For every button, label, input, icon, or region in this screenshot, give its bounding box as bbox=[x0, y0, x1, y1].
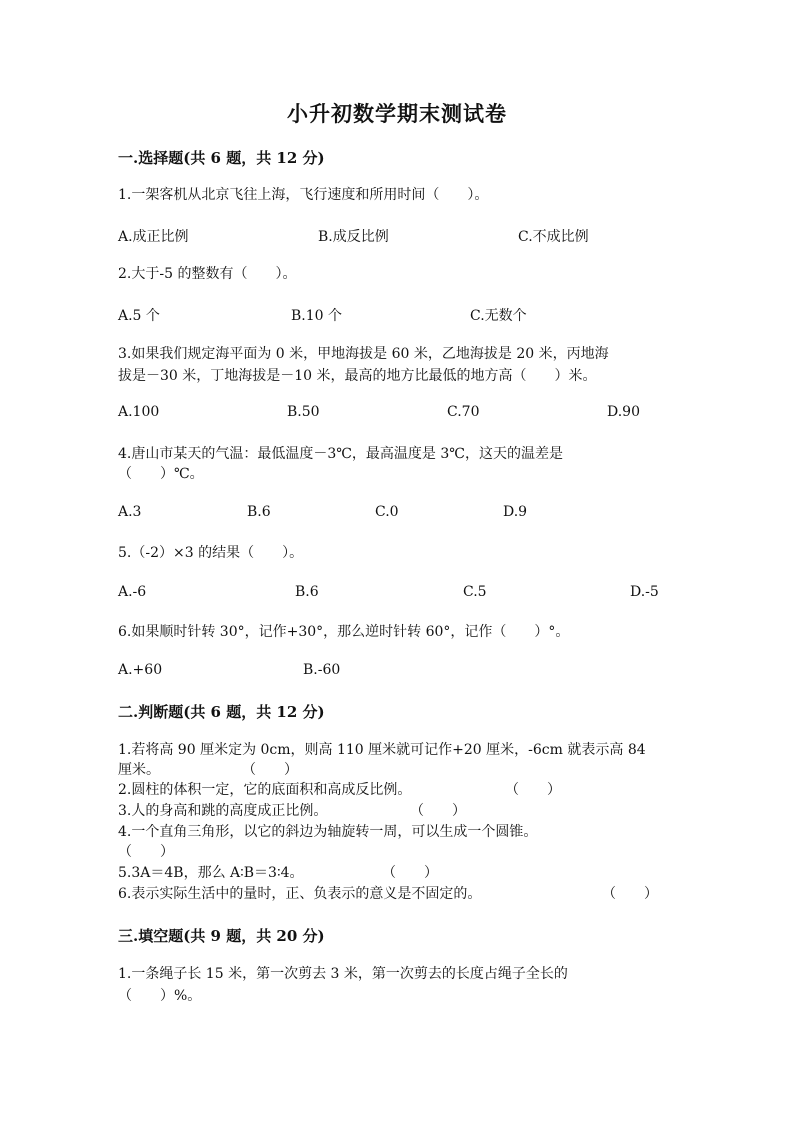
page-title: 小升初数学期末测试卷 bbox=[287, 101, 507, 126]
option-b: B.50 bbox=[287, 404, 320, 420]
option-d: D.9 bbox=[503, 504, 528, 520]
judge-1-line-1: 1.若将高 90 厘米定为 0cm，则高 110 厘米就可记作+20 厘米，-6cm 就表示高 84 bbox=[118, 742, 646, 758]
option-b: B.10 个 bbox=[291, 308, 343, 324]
option-c: C.不成比例 bbox=[518, 229, 589, 245]
option-d: D.90 bbox=[607, 404, 640, 420]
question-3-line-1: 3.如果我们规定海平面为 0 米，甲地海拔是 60 米，乙地海拔是 20 米，丙地海 bbox=[118, 346, 609, 362]
option-b: B.-60 bbox=[303, 662, 341, 678]
option-a: A.-6 bbox=[118, 584, 147, 600]
option-b: B.6 bbox=[295, 584, 319, 600]
option-a: A.5 个 bbox=[118, 308, 160, 324]
option-c: C.0 bbox=[375, 504, 399, 520]
option-c: C.无数个 bbox=[470, 308, 527, 324]
judge-5: 5.3A＝4B，那么 A∶B＝3∶4。 bbox=[118, 865, 304, 881]
section-heading-judge: 二.判断题(共 6 题，共 12 分) bbox=[118, 703, 325, 721]
question-4-line-1: 4.唐山市某天的气温：最低温度－3℃，最高温度是 3℃，这天的温差是 bbox=[118, 446, 563, 462]
question-4-options bbox=[118, 504, 678, 524]
question-6-options bbox=[118, 662, 678, 682]
judge-4: 4.一个直角三角形，以它的斜边为轴旋转一周，可以生成一个圆锥。 bbox=[118, 824, 538, 840]
question-2-options bbox=[118, 305, 678, 325]
option-a: A.3 bbox=[118, 504, 142, 520]
option-c: C.70 bbox=[447, 404, 480, 420]
question-2: 2.大于-5 的整数有（ ）。 bbox=[118, 266, 297, 282]
judge-6: 6.表示实际生活中的量时，正、负表示的意义是不固定的。 bbox=[118, 886, 482, 902]
option-d: D.-5 bbox=[630, 584, 659, 600]
answer-blank: （ ） bbox=[505, 782, 561, 798]
answer-blank: （ ） bbox=[382, 865, 438, 881]
question-3-options bbox=[118, 404, 678, 424]
question-1: 1.一架客机从北京飞往上海，飞行速度和所用时间（ ）。 bbox=[118, 187, 489, 203]
question-4-line-2: （ ）℃。 bbox=[118, 466, 204, 482]
question-1-options bbox=[118, 226, 678, 246]
option-b: B.6 bbox=[247, 504, 271, 520]
section-heading-fill: 三.填空题(共 9 题，共 20 分) bbox=[118, 927, 325, 945]
judge-1-line-2: 厘米。 bbox=[118, 762, 160, 778]
section-heading-choice: 一.选择题(共 6 题，共 12 分) bbox=[118, 149, 325, 167]
judge-2: 2.圆柱的体积一定，它的底面积和高成反比例。 bbox=[118, 782, 412, 798]
option-c: C.5 bbox=[463, 584, 487, 600]
answer-blank: （ ） bbox=[242, 762, 298, 778]
question-6: 6.如果顺时针转 30°，记作+30°，那么逆时针转 60°，记作（ ）°。 bbox=[118, 624, 570, 640]
question-5: 5.（-2）×3 的结果（ ）。 bbox=[118, 545, 304, 561]
answer-blank: （ ） bbox=[410, 803, 466, 819]
question-3-line-2: 拔是－30 米，丁地海拔是－10 米，最高的地方比最低的地方高（ ）米。 bbox=[118, 368, 597, 384]
answer-blank: （ ） bbox=[602, 886, 658, 902]
fill-1-line-2: （ ）%。 bbox=[118, 988, 202, 1004]
option-a: A.100 bbox=[118, 404, 160, 420]
option-b: B.成反比例 bbox=[318, 229, 389, 245]
option-a: A.成正比例 bbox=[118, 229, 189, 245]
answer-blank: （ ） bbox=[118, 844, 174, 860]
option-a: A.+60 bbox=[118, 662, 163, 678]
judge-3: 3.人的身高和跳的高度成正比例。 bbox=[118, 803, 328, 819]
fill-1-line-1: 1.一条绳子长 15 米，第一次剪去 3 米，第一次剪去的长度占绳子全长的 bbox=[118, 966, 568, 982]
question-5-options bbox=[118, 584, 678, 604]
